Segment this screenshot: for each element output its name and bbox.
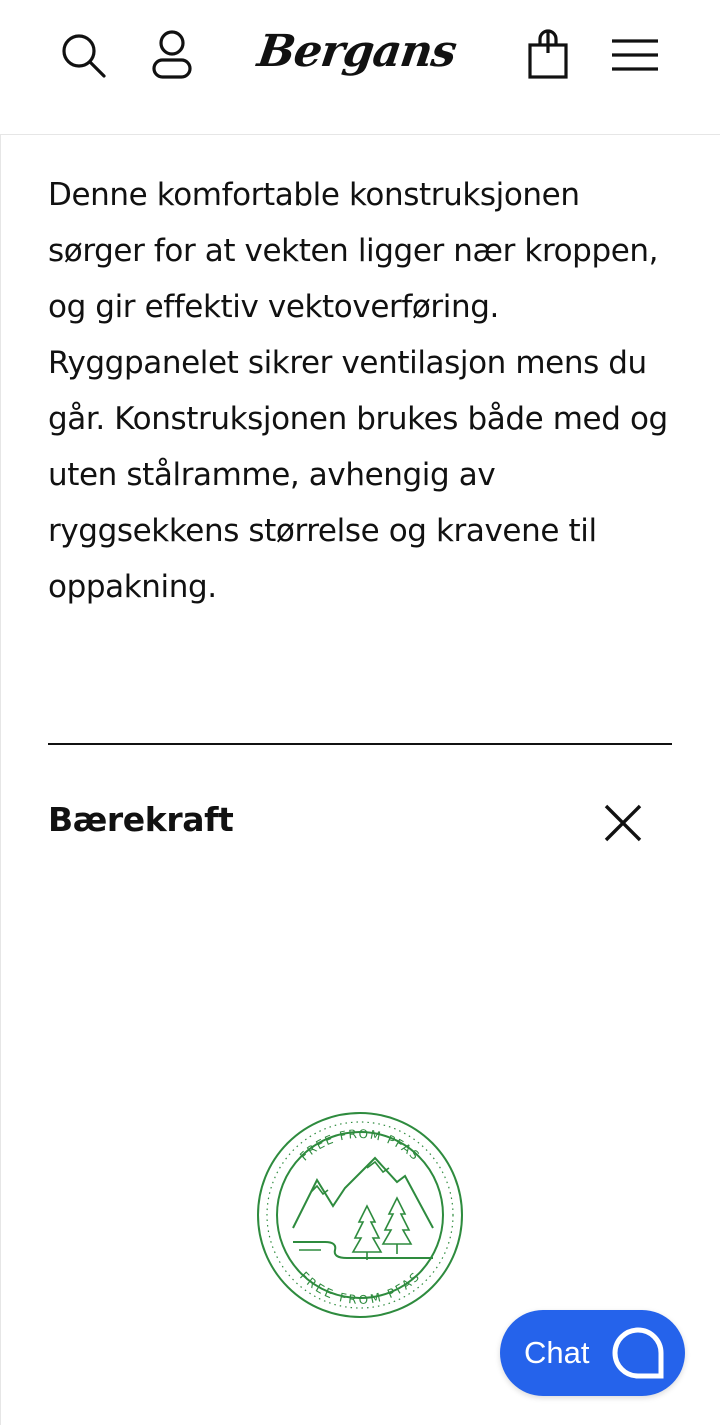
close-icon[interactable] [598,798,648,848]
shopping-bag-icon [526,29,570,81]
section-divider [48,743,672,745]
product-description: Denne komfortable konstruksjonen sørger for at vekten ligger nær kroppen, og gir effektiv vektoverføring. Ryggpanelet sikrer ventilasjon mens du går. Konstruksjonen brukes både med og uten stålramme, avhengig av ryggsekkens størrelse og kravene til oppakning. [48,177,668,605]
search-icon [59,31,107,79]
user-icon [149,29,195,81]
free-from-pfas-badge [255,1110,465,1320]
hamburger-menu-icon [610,37,660,73]
brand-logo[interactable]: Bergans [254,26,460,77]
chat-bubble-icon [609,1324,667,1382]
sustainability-heading[interactable]: Bærekraft [48,800,234,839]
site-header [0,0,720,135]
badge-bottom-text: FREE FROM PFAS [296,1269,423,1307]
chat-button[interactable] [500,1310,685,1396]
cart-button[interactable] [522,28,574,82]
search-button[interactable] [57,28,109,82]
chat-label: Chat [524,1335,590,1370]
menu-button[interactable] [609,28,661,82]
account-button[interactable] [146,28,198,82]
badge-top-text: FREE FROM PFAS [297,1126,423,1164]
